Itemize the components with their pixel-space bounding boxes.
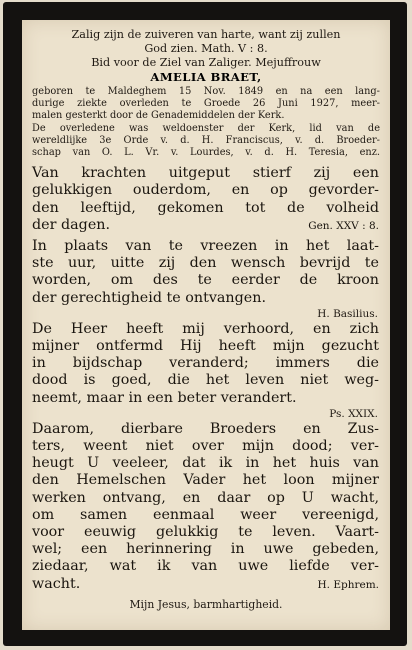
passage-line: der dagen. <box>32 216 111 233</box>
passage-line: ste uur, uitte zij den wensch bevrijd te <box>32 255 379 272</box>
bio-line: geboren te Maldeghem 15 Nov. 1849 en na een lang- <box>32 86 380 97</box>
bio-line: durige ziekte overleden te Groede 26 Juni 1927, meer- <box>32 98 380 110</box>
passage-line: ters, weent niet over mijn dood; ver- <box>32 438 379 455</box>
passage-reference: H. Ephrem. <box>317 578 379 591</box>
card-paper <box>22 20 390 630</box>
prayer-request: Bid voor de Ziel van Zaliger. Mejuffrouw <box>91 56 321 69</box>
passage-line: gelukkigen ouderdom, en op gevorder- <box>32 182 379 199</box>
memorial-card <box>3 2 407 646</box>
passage-line: den Hemelschen Vader het loon mijner <box>32 472 379 489</box>
passage-line: heugt U veeleer, dat ik in het huis van <box>32 455 379 472</box>
passage-line: den leeftijd, gekomen tot de volheid <box>32 199 379 216</box>
passage-attribution: H. Basilius. <box>317 307 378 320</box>
passage-attribution: Ps. XXIX. <box>329 407 378 420</box>
passage-line: wacht. <box>32 575 81 592</box>
passage-psalm <box>22 321 390 407</box>
passage-line: werken ontvang, en daar op U wacht, <box>32 489 379 506</box>
closing-invocation: Mijn Jesus, barmhartigheid. <box>129 597 283 611</box>
passage-line: Van krachten uitgeput stierf zij een <box>32 165 379 182</box>
passage-line: De Heer heeft mij verhoord, en zich <box>32 320 379 337</box>
passage-basilius <box>22 238 390 307</box>
deceased-name: AMELIA BRAET, <box>150 70 262 84</box>
bio-line: wereldlijke 3e Orde v. d. H. Franciscus, v. d. Broeder- <box>32 134 380 146</box>
passage-line: neemt, maar in een beter verandert. <box>32 389 297 406</box>
passage-reference: Gen. XXV : 8. <box>308 219 379 232</box>
bio-line: malen gesterkt door de Genademiddelen der Kerk. <box>32 110 285 122</box>
passage-line: Daarom, dierbare Broeders en Zus- <box>32 420 379 437</box>
passage-line: voor eeuwig gelukkig te leven. Vaart- <box>32 524 379 541</box>
bio-line: De overledene was weldoenster der Kerk, lid van de <box>32 122 380 134</box>
passage-ephrem <box>22 421 390 594</box>
passage-line: wel; een herinnering in uwe gebeden, <box>32 541 379 558</box>
passage-line: om samen eenmaal weer vereenigd, <box>32 506 379 523</box>
scripture-reference: God zien. Math. V : 8. <box>144 42 268 55</box>
passage-line: In plaats van te vreezen in het laat- <box>32 238 379 255</box>
passage-line: worden, om des te eerder de kroon <box>32 272 379 289</box>
bio-line: schap van O. L. Vr. v. Lourdes, v. d. H. Teresia, enz. <box>32 147 380 159</box>
passage-line: ziedaar, wat ik van uwe liefde ver- <box>32 558 379 575</box>
biography <box>22 86 390 159</box>
passage-line: mijner ontfermd Hij heeft mijn gezucht <box>32 338 379 355</box>
passage-line: in bijdschap veranderd; immers die <box>32 355 379 372</box>
beatitude-line: Zalig zijn de zuiveren van harte, want zij zullen <box>71 28 341 41</box>
passage-line: dood is goed, die het leven niet weg- <box>32 372 379 389</box>
passage-line: der gerechtigheid te ontvangen. <box>32 289 267 306</box>
passage-genesis <box>22 165 390 235</box>
